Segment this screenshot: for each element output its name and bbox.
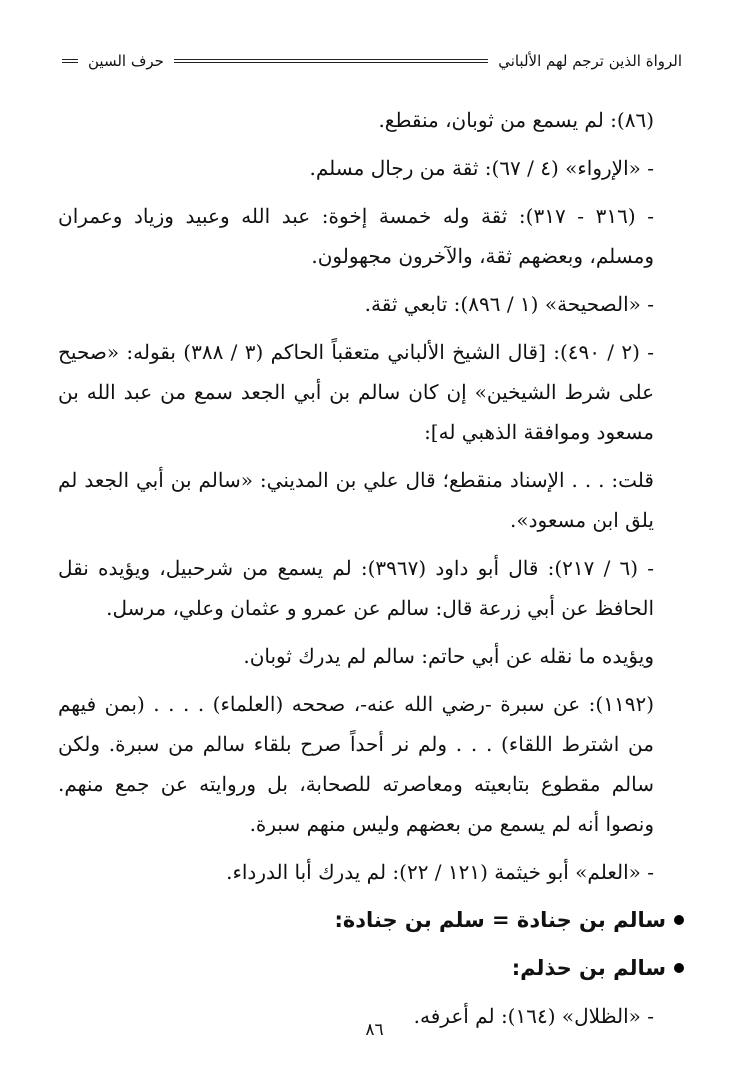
header-end-rule — [62, 59, 78, 63]
page-header — [62, 48, 682, 74]
paragraph: - «الصحيحة» (١ / ٨٩٦): تابعي ثقة. — [364, 292, 654, 316]
paragraph: قلت: . . . الإسناد منقطع؛ قال علي بن المديني: «سالم بن أبي الجعد لم يلق ابن مسعود». — [58, 468, 654, 532]
paragraph: - (٦ / ٢١٧): قال أبو داود (٣٩٦٧): لم يسمع من شرحبيل، ويؤيده نقل الحافظ عن أبي زرعة قال: سالم عن عمرو و عثمان وعلي، مرسل. — [58, 556, 655, 620]
paragraph: (٨٦): لم يسمع من ثوبان، منقطع. — [378, 108, 654, 132]
bullet-icon — [674, 915, 684, 925]
book-title: الرواة الذين ترجم لهم الألباني — [498, 52, 682, 70]
entry-heading — [58, 900, 684, 940]
header-rule — [174, 59, 488, 63]
paragraph: - «العلم» أبو خيثمة (١٢١ / ٢٢): لم يدرك أبا الدرداء. — [226, 860, 654, 884]
page-number: ٨٦ — [365, 1020, 384, 1040]
paragraph: (١١٩٢): عن سبرة -رضي الله عنه-، صححه (العلماء) . . . . (بمن فيهم من اشترط اللقاء) . . . ولم نر أحداً صرح بلقاء سالم من سبرة. ولكن سالم مقطوع بتابعيته ومعاصرته للصحابة، بل وروايته عن جمع منهم. ونصوا أنه لم يسمع من بعضهم وليس منهم سبرة. — [58, 692, 654, 836]
paragraph: - «الظلال» (١٦٤): لم أعرفه. — [413, 1004, 654, 1028]
entry-heading-text: سالم بن جنادة = سلم بن جنادة: — [334, 908, 666, 932]
page-body — [58, 100, 684, 1044]
section-title: حرف السين — [88, 52, 164, 70]
bullet-icon — [674, 963, 684, 973]
entry-heading — [58, 948, 684, 988]
paragraph: - (٣١٦ - ٣١٧): ثقة وله خمسة إخوة: عبد الله وعبيد وزياد وعمران ومسلم، وبعضهم ثقة، والآخرون مجهولون. — [58, 204, 654, 268]
entry-heading-text: سالم بن حذلم: — [511, 956, 666, 980]
paragraph: - (٢ / ٤٩٠): [قال الشيخ الألباني متعقباً الحاكم (٣ / ٣٨٨) بقوله: «صحيح على شرط الشيخين» إن كان سالم بن أبي الجعد سمع من عبد الله بن مسعود وموافقة الذهبي له]: — [58, 340, 655, 444]
paragraph: ويؤيده ما نقله عن أبي حاتم: سالم لم يدرك ثوبان. — [243, 644, 654, 668]
paragraph: - «الإرواء» (٤ / ٦٧): ثقة من رجال مسلم. — [309, 156, 654, 180]
